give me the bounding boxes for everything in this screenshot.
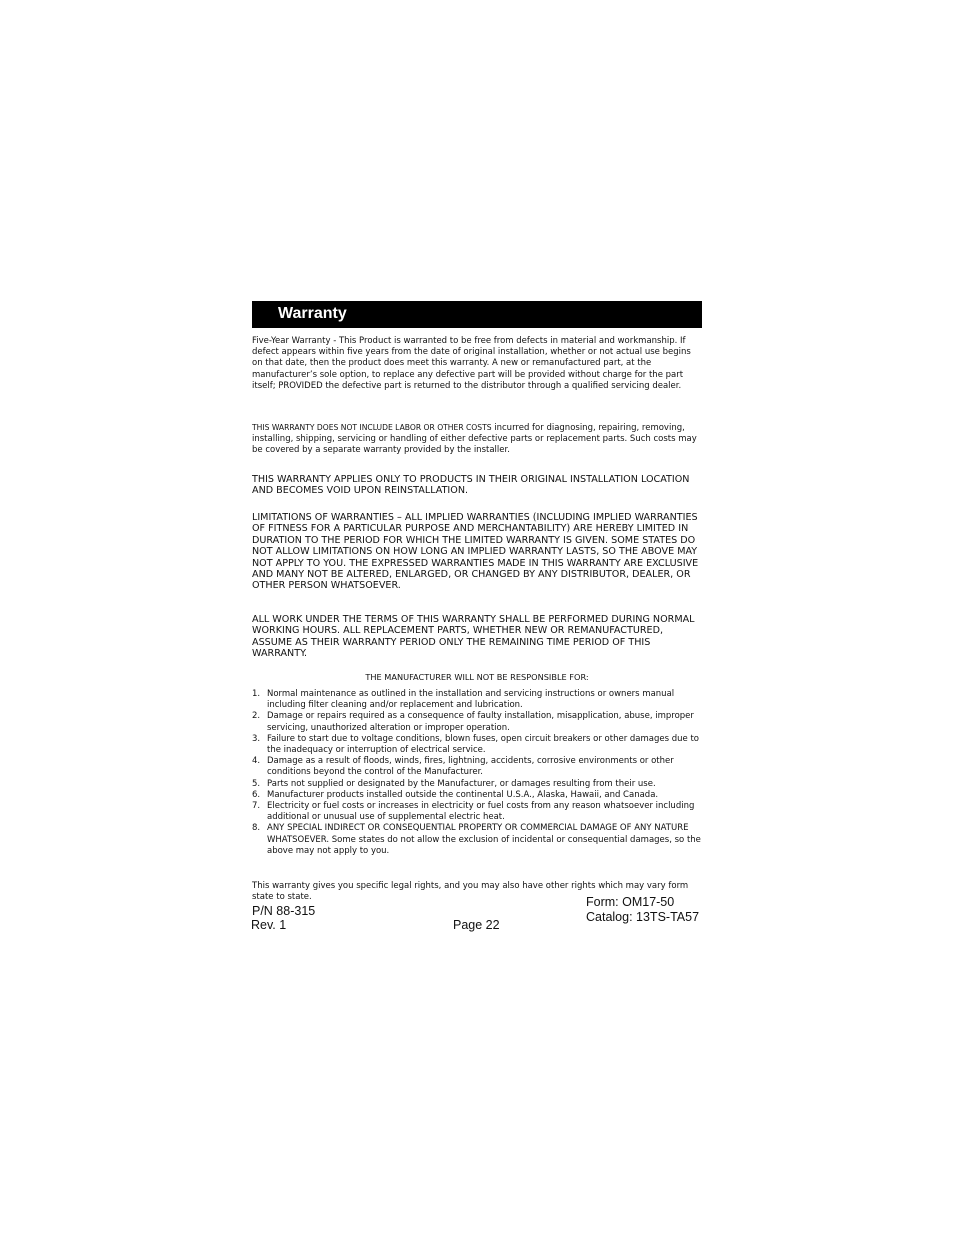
work-terms-paragraph: ALL WORK UNDER THE TERMS OF THIS WARRANTY SHALL BE PERFORMED DURING NORMAL WORKING HOURS. ALL REPLACEMENT PARTS, WHETHER NEW OR REMANUFACTURED, ASSUME AS THEIR WARRANTY PERIOD ONLY THE REMAINING TIME PERIOD OF THIS WARRANTY.: [252, 614, 695, 660]
list-item: 8. ANY SPECIAL INDIRECT OR CONSEQUENTIAL PROPERTY OR COMMERCIAL DAMAGE OF ANY NATURE WHATSOEVER. Some states do not allow the exclusion of incidental or consequential damages, so the above may not apply to you.: [252, 823, 701, 856]
list-item: 7. Electricity or fuel costs or increases in electricity or fuel costs from any reason whatsoever including additional or unusual use of supplemental electric heat.: [252, 801, 695, 823]
five-year-warranty-paragraph: Five-Year Warranty - This Product is warranted to be free from defects in material and workmanship. If defect appears within five years from the date of original installation, whether or not actual use begins on that date, then the product does meet this warranty. A new or remanufactured part, at the manufacturer’s sole option, to replace any defective part will be provided without charge for the part itself; PROVIDED the defective part is returned to the distributor through a qualified servicing dealer.: [252, 336, 691, 391]
catalog-number: Catalog: 13TS-TA57: [586, 910, 700, 924]
revision: Rev. 1: [251, 918, 287, 932]
original-installation-paragraph: THIS WARRANTY APPLIES ONLY TO PRODUCTS IN THEIR ORIGINAL INSTALLATION LOCATION AND BECOMES VOID UPON REINSTALLATION.: [252, 474, 690, 497]
labor-costs-paragraph: [252, 422, 704, 457]
warranty-header-bar: [252, 301, 702, 328]
list-item: 1. Normal maintenance as outlined in the installation and servicing instructions or owners manual including filter cleaning and/or replacement and lubrication.: [252, 689, 675, 711]
limitations-paragraph: LIMITATIONS OF WARRANTIES – ALL IMPLIED WARRANTIES (INCLUDING IMPLIED WARRANTIES OF FITNESS FOR A PARTICULAR PURPOSE AND MERCHANTABILITY) ARE HEREBY LIMITED IN DURATION TO THE PERIOD FOR WHICH THE LIMITED WARRANTY IS GIVEN. SOME STATES DO NOT ALLOW LIMITATIONS ON HOW LONG AN IMPLIED WARRANTY LASTS, SO THE ABOVE MAY NOT APPLY TO YOU. THE EXPRESSED WARRANTIES MADE IN THIS WARRANTY ARE EXCLUSIVE AND MANY NOT BE ALTERED, ENLARGED, OR CHANGED BY ANY DISTRIBUTOR, DEALER, OR OTHER PERSON WHATSOEVER.: [252, 512, 699, 592]
exclusions-list: [252, 689, 704, 857]
list-item: 2. Damage or repairs required as a consequence of faulty installation, misapplication, abuse, improper servicing, unauthorized alteration or improper operation.: [252, 711, 694, 733]
page-title: Warranty: [278, 305, 347, 322]
part-number: P/N 88-315: [252, 904, 316, 918]
list-item: 3. Failure to start due to voltage conditions, blown fuses, open circuit breakers or other damages due to the inadequacy or interruption of electrical service.: [252, 733, 699, 756]
legal-rights-paragraph: This warranty gives you specific legal rights, and you may also have other rights which may vary form state to state.: [252, 881, 689, 903]
not-responsible-heading: THE MANUFACTURER WILL NOT BE RESPONSIBLE FOR:: [365, 672, 589, 682]
page-number: Page 22: [453, 918, 500, 932]
form-number: Form: OM17-50: [586, 895, 675, 909]
list-item: 5. Parts not supplied or designated by the Manufacturer, or damages resulting from their use.: [252, 778, 656, 789]
labor-costs-caps: THIS WARRANTY DOES NOT INCLUDE LABOR OR OTHER COSTS: [252, 423, 492, 432]
list-item: 4. Damage as a result of floods, winds, fires, lightning, accidents, corrosive environments or other conditions beyond the control of the Manufacturer.: [252, 756, 674, 778]
labor-costs-text: incurred for diagnosing, repairing, removing, installing, shipping, servicing or handling of either defective parts or replacement parts. Such costs may be covered by a separate warranty provided by the installer.: [252, 423, 697, 456]
list-item: 6. Manufacturer products installed outside the continental U.S.A., Alaska, Hawaii, and Canada.: [252, 789, 659, 800]
